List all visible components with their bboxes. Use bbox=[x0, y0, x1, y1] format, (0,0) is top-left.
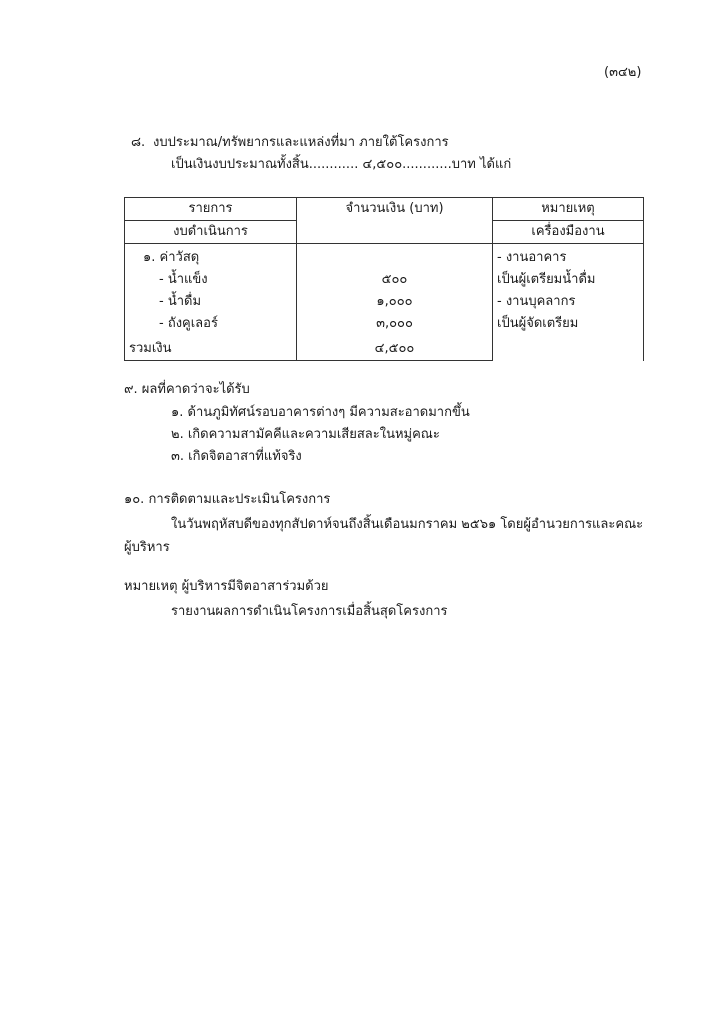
budget-table-header-row bbox=[125, 198, 644, 221]
section9-item: ๑. ด้านภูมิทัศน์รอบอาคารต่างๆ มีความสะอาดมากขึ้น bbox=[171, 405, 470, 420]
item-amount: ๓,๐๐๐ bbox=[376, 316, 413, 331]
section9-heading: ๙. ผลที่คาดว่าจะได้รับ bbox=[124, 382, 250, 397]
section8-number: ๘. bbox=[131, 135, 146, 150]
budget-table bbox=[124, 197, 644, 361]
header-items: รายการ bbox=[125, 198, 297, 221]
section8-title: งบประมาณ/ทรัพยากรและแหล่งที่มา ภายใต้โครงการ bbox=[153, 135, 449, 150]
item-amount: ๕๐๐ bbox=[381, 272, 408, 287]
page-number: (๓๔๒) bbox=[604, 65, 642, 80]
section8-budget-line: เป็นเงินงบประมาณทั้งสิ้น............ ๔,๕๐๐............บาท ได้แก่ bbox=[171, 157, 512, 172]
item-amount: ๑,๐๐๐ bbox=[376, 294, 413, 309]
section8-heading bbox=[131, 134, 449, 152]
note-line: เป็นผู้จัดเตรียม bbox=[497, 316, 579, 331]
item-name: - น้ำแข็ง bbox=[159, 272, 208, 287]
item-name: - ถังคูเลอร์ bbox=[159, 316, 218, 331]
subheader-amount-empty bbox=[297, 221, 493, 244]
item-name: - น้ำดื่ม bbox=[159, 294, 202, 309]
total-label: รวมเงิน bbox=[125, 338, 297, 361]
budget-table-subheader-row bbox=[125, 221, 644, 244]
items-cell bbox=[125, 244, 297, 339]
budget-table-body-row bbox=[125, 244, 644, 339]
subheader-operations: งบดำเนินการ bbox=[125, 221, 297, 244]
header-amount: จำนวนเงิน (บาท) bbox=[297, 198, 493, 221]
section10-body-line1: ในวันพฤหัสบดีของทุกสัปดาห์จนถึงสิ้นเดือนมกราคม ๒๕๖๑ โดยผู้อำนวยการและคณะ bbox=[171, 517, 644, 532]
section9-item: ๓. เกิดจิตอาสาที่แท้จริง bbox=[171, 449, 302, 464]
remark-heading: หมายเหตุ ผู้บริหารมีจิตอาสาร่วมด้วย bbox=[124, 579, 329, 594]
header-notes: หมายเหตุ bbox=[493, 198, 644, 221]
note-line: - งานอาคาร bbox=[497, 250, 567, 265]
item-category: ๑. ค่าวัสดุ bbox=[143, 250, 200, 265]
note-line: เป็นผู้เตรียมน้ำดื่ม bbox=[497, 272, 596, 287]
section9-item: ๒. เกิดความสามัคคีและความเสียสละในหมู่คณะ bbox=[171, 427, 440, 442]
section10-heading: ๑๐. การติดตามและประเมินโครงการ bbox=[124, 492, 331, 507]
remark-body: รายงานผลการดำเนินโครงการเมื่อสิ้นสุดโครงการ bbox=[171, 604, 448, 619]
section10-body-line2: ผู้บริหาร bbox=[124, 540, 170, 555]
note-line: - งานบุคลากร bbox=[497, 294, 576, 309]
total-amount: ๔,๕๐๐ bbox=[297, 338, 493, 361]
subheader-tools: เครื่องมืองาน bbox=[493, 221, 644, 244]
amounts-cell bbox=[297, 244, 493, 339]
notes-cell bbox=[493, 244, 644, 361]
